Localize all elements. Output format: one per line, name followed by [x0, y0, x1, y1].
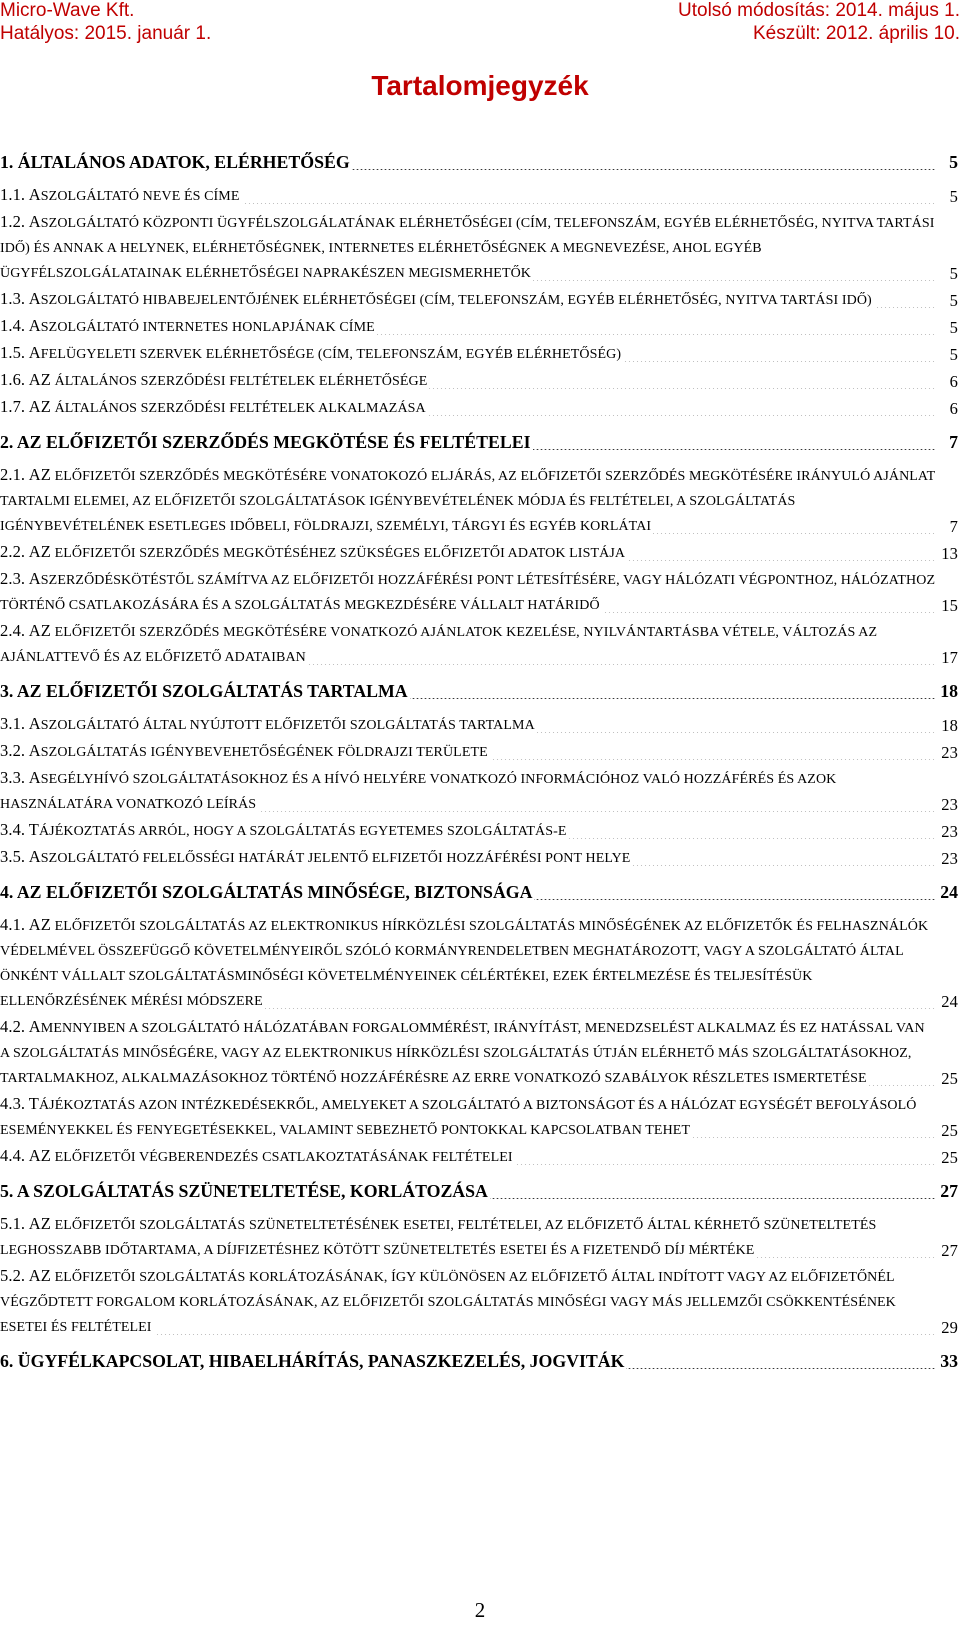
toc-entry-number: 1.2.	[0, 212, 26, 231]
toc-section[interactable]	[0, 313, 958, 340]
toc-entry-initial: A	[28, 185, 41, 204]
toc-entry-number: 3.2.	[0, 741, 26, 760]
toc-entry-title: ÁJÉKOZTATÁS AZON INTÉZKEDÉSEKRŐL, AMELYEKET A SZOLGÁLTATÓ A BIZTONSÁGOT ÉS A HÁLÓZAT EGYSÉGÉT BEFOLYÁSOLÓ ESEMÉNYEKKEL ÉS FENYEGETÉSEKKEL, VALAMINT SEBEZHETŐ PONTOKKAL KAPCSOLATBAN TEHET	[0, 1098, 917, 1138]
toc-chapter[interactable]	[0, 679, 958, 703]
toc-chapter[interactable]	[0, 1349, 958, 1373]
toc-entry-number: 4.1.	[0, 915, 26, 934]
toc-entry-title: ELŐFIZETŐI SZOLGÁLTATÁS SZÜNETELTETÉSÉNEK ESETEI, FELTÉTELEI, AZ ELŐFIZETŐ ÁLTAL KÉRHETŐ SZÜNETELTETÉS LEGHOSSZABB IDŐTARTAMA, A DÍJFIZETÉSHEZ KÖTÖTT SZÜNETELTETÉS ESETEI ÉS A FIZETENDŐ DÍJ MÉRTÉKE	[0, 1218, 877, 1258]
toc-entry-number: 1.4.	[0, 316, 26, 335]
toc-page-number: 25	[939, 1066, 958, 1091]
toc-entry-initial: T	[28, 820, 39, 839]
toc-entry-title: ÁLTALÁNOS SZERZŐDÉSI FELTÉTELEK ELÉRHETŐSÉGE	[54, 374, 428, 389]
toc-entry-text	[0, 432, 533, 452]
toc-entry-title: ELŐFIZETŐI VÉGBERENDEZÉS CSATLAKOZTATÁSÁNAK FELTÉTELEI	[54, 1150, 513, 1165]
toc-entry-number: 1.6.	[0, 370, 26, 389]
toc-entry-number: 3.	[0, 681, 14, 701]
toc-entry-initial: T	[28, 1094, 39, 1113]
toc-section[interactable]	[0, 1263, 958, 1340]
toc-entry-number: 3.5.	[0, 847, 26, 866]
toc-page-number: 29	[939, 1315, 958, 1340]
toc-entry-text	[0, 714, 537, 733]
page-number: 2	[474, 1598, 486, 1622]
toc-entry-title: ELŐFIZETŐI SZOLGÁLTATÁS AZ ELEKTRONIKUS HÍRKÖZLÉSI SZOLGÁLTATÁS MINŐSÉGÉNEK AZ ELŐFIZETŐK ÉS FELHASZNÁLÓK VÉDELMÉVEL ÖSSZEFÜGGŐ KÖVETELMÉNYEIRŐL SZÓLÓ KORMÁNYRENDELETBEN MEGHATÁROZOTT, VAGY A SZOLGÁLTATÓ ÁLTAL ÖNKÉNT VÁLLALT SZOLGÁLTATÁSMINŐSÉGI KÖVETELMÉNYEINEK CÉLÉRTÉKEI, EZEK ÉRTELMEZÉSE ÉS TELJESÍTÉSÜK ELLENŐRZÉSÉNEK MÉRÉSI MÓDSZERE	[0, 919, 929, 1009]
toc-entry-text	[0, 542, 627, 561]
toc-entry-title: SZOLGÁLTATÓ INTERNETES HONLAPJÁNAK CÍME	[40, 320, 375, 335]
toc-entry-number: 3.3.	[0, 768, 26, 787]
toc-entry-number: 3.1.	[0, 714, 26, 733]
toc-entry-text	[0, 681, 410, 701]
toc-page-number: 5	[948, 315, 958, 340]
toc-entry-initial: AZ	[28, 397, 51, 416]
toc-section[interactable]	[0, 539, 958, 566]
toc-page-number: 15	[939, 593, 958, 618]
toc-entry-number: 2.	[0, 432, 14, 452]
last-modified: Utolsó módosítás: 2014. május 1.	[678, 0, 960, 21]
toc-entry-title: ÁJÉKOZTATÁS ARRÓL, HOGY A SZOLGÁLTATÁS EGYETEMES SZOLGÁLTATÁS-E	[38, 824, 567, 839]
toc-entry-initial: AZ	[28, 465, 51, 484]
toc-entry-number: 5.	[0, 1181, 14, 1201]
toc-entry-text	[0, 212, 935, 281]
toc-entry-text	[0, 820, 569, 839]
toc-entry-text	[0, 343, 623, 362]
created-date: Készült: 2012. április 10.	[752, 23, 960, 44]
toc-entry-title: SZOLGÁLTATÁS IGÉNYBEVEHETŐSÉGÉNEK FÖLDRAJZI TERÜLETE	[40, 745, 488, 760]
toc-page-number: 5	[948, 261, 958, 286]
toc-page-number: 25	[939, 1145, 958, 1170]
toc-entry-initial: A	[28, 343, 41, 362]
toc-entry-title: SZOLGÁLTATÓ KÖZPONTI ÜGYFÉLSZOLGÁLATÁNAK ELÉRHETŐSÉGEI (CÍM, TELEFONSZÁM, EGYÉB ELÉRHETŐSÉG, NYITVA TARTÁSI IDŐ) ÉS ANNAK A HELYNEK, ELÉRHETŐSÉGNEK, INTERNETES ELÉRHETŐSÉGNEK A MEGNEVEZÉSE, AHOL EGYÉB ÜGYFÉLSZOLGÁLATAINAK ELÉRHETŐSÉGEI NAPRAKÉSZEN MEGISMERHETŐK	[0, 216, 935, 281]
toc-page-number: 27	[940, 1181, 958, 1201]
toc-entry-initial: A	[28, 768, 41, 787]
toc-entry-text	[0, 915, 929, 1009]
toc-page-number: 7	[948, 514, 958, 539]
toc-entry-number: 5.1.	[0, 1214, 26, 1233]
toc-page-number: 25	[939, 1118, 958, 1143]
toc-chapter[interactable]	[0, 880, 958, 904]
toc-section[interactable]	[0, 367, 958, 394]
toc-entry-number: 5.2.	[0, 1266, 26, 1285]
toc-page-number: 23	[939, 846, 958, 871]
toc-page-number: 27	[939, 1238, 958, 1263]
toc-page-number: 23	[939, 792, 958, 817]
toc-entry-title: SZERZŐDÉSKÖTÉSTŐL SZÁMÍTVA AZ ELŐFIZETŐI HOZZÁFÉRÉSI PONT LÉTESÍTÉSÉRE, VAGY HÁLÓZATI VÉGPONTHOZ, HÁLÓZATHOZ TÖRTÉNŐ CSATLAKOZÁSÁRA ÉS A SZOLGÁLTATÁS MEGKEZDÉSÉRE VÁLLALT HATÁRIDŐ	[0, 573, 936, 613]
toc-page-number: 23	[939, 819, 958, 844]
toc-entry-initial: A	[28, 714, 41, 733]
toc-entry-text	[0, 1017, 925, 1086]
toc-entry-initial: AZ	[28, 915, 51, 934]
toc-entry-initial: A	[28, 847, 41, 866]
toc-entry-initial: A	[28, 289, 41, 308]
toc-entry-title: SZOLGÁLTATÓ NEVE ÉS CÍME	[40, 189, 240, 204]
toc-page-number: 5	[948, 184, 958, 209]
toc-entry-title: SZOLGÁLTATÓ FELELŐSSÉGI HATÁRÁT JELENTŐ ELFIZETŐI HOZZÁFÉRÉSI PONT HELYE	[40, 851, 631, 866]
page-title: Tartalomjegyzék	[371, 70, 589, 101]
toc-entry-title: A SZOLGÁLTATÁS SZÜNETELTETÉSE, KORLÁTOZÁSA	[16, 1181, 488, 1201]
table-of-contents	[0, 150, 958, 1381]
toc-entry-number: 4.	[0, 882, 14, 902]
toc-page-number: 18	[940, 681, 958, 701]
toc-page-number: 24	[939, 989, 958, 1014]
toc-entry-number: 2.1.	[0, 465, 26, 484]
toc-entry-title: ÁLTALÁNOS SZERZŐDÉSI FELTÉTELEK ALKALMAZÁSA	[54, 401, 426, 416]
toc-section[interactable]	[0, 1091, 958, 1143]
toc-entry-initial: A	[28, 316, 41, 335]
toc-section[interactable]	[0, 912, 958, 1014]
toc-entry-text	[0, 1181, 490, 1201]
toc-entry-title: FELÜGYELETI SZERVEK ELÉRHETŐSÉGE (CÍM, TELEFONSZÁM, EGYÉB ELÉRHETŐSÉG)	[40, 347, 622, 362]
toc-section[interactable]	[0, 340, 958, 367]
toc-page-number: 23	[939, 740, 958, 765]
toc-entry-initial: AZ	[28, 542, 51, 561]
toc-entry-number: 6.	[0, 1351, 14, 1371]
toc-entry-initial: AZ	[28, 1266, 51, 1285]
toc-page-number: 5	[948, 288, 958, 313]
toc-section[interactable]	[0, 711, 958, 738]
toc-section[interactable]	[0, 844, 958, 871]
toc-section[interactable]	[0, 209, 958, 286]
toc-section[interactable]	[0, 394, 958, 421]
toc-entry-number: 4.4.	[0, 1146, 26, 1165]
toc-entry-text	[0, 185, 242, 204]
toc-page-number: 18	[939, 713, 958, 738]
toc-entry-number: 2.3.	[0, 569, 26, 588]
toc-page-number: 17	[939, 645, 958, 670]
toc-entry-number: 4.2.	[0, 1017, 26, 1036]
toc-entry-text	[0, 465, 935, 534]
toc-page-number: 5	[948, 342, 958, 367]
toc-entry-number: 2.2.	[0, 542, 26, 561]
toc-entry-title: MENNYIBEN A SZOLGÁLTATÓ HÁLÓZATÁBAN FORGALOMMÉRÉST, IRÁNYÍTÁST, MENEDZSELÉST ALKALMAZ ÉS EZ HATÁSSAL VAN A SZOLGÁLTATÁS MINŐSÉGÉRE, VAGY AZ ELEKTRONIKUS HÍRKÖZLÉSI SZOLGÁLTATÁS ÚTJÁN ELÉRHETŐ MÁS SZOLGÁLTATÁSOKHOZ, TARTALMAKHOZ, ALKALMAZÁSOKHOZ TÖRTÉNŐ HOZZÁFÉRÉSRE AZ ERRE VONATKOZÓ SZABÁLYOK RÉSZLETES ISMERTETÉSE	[0, 1021, 925, 1086]
toc-page-number: 13	[939, 541, 958, 566]
toc-entry-title: ELŐFIZETŐI SZERZŐDÉS MEGKÖTÉSÉRE VONATKOZÓ AJÁNLATOK KEZELÉSE, NYILVÁNTARTÁSBA VÉTELE, VÁLTOZÁS AZ AJÁNLATTEVŐ ÉS AZ ELŐFIZETŐ ADATAIBAN	[0, 625, 878, 665]
company-name: Micro-Wave Kft.	[0, 0, 135, 21]
toc-entry-text	[0, 152, 352, 172]
toc-page-number: 6	[948, 369, 958, 394]
toc-page-number: 24	[940, 882, 958, 902]
toc-entry-number: 4.3.	[0, 1094, 26, 1113]
toc-entry-title: AZ ELŐFIZETŐI SZOLGÁLTATÁS TARTALMA	[16, 681, 408, 701]
toc-entry-initial: A	[28, 741, 41, 760]
toc-page-number: 5	[949, 152, 958, 172]
toc-entry-number: 1.	[0, 152, 14, 172]
toc-section[interactable]	[0, 566, 958, 618]
toc-entry-initial: AZ	[28, 370, 51, 389]
toc-section[interactable]	[0, 618, 958, 670]
toc-section[interactable]	[0, 182, 958, 209]
toc-section[interactable]	[0, 286, 958, 313]
toc-section[interactable]	[0, 1143, 958, 1170]
toc-entry-initial: A	[28, 212, 41, 231]
toc-entry-text	[0, 1351, 626, 1371]
toc-entry-title: ÜGYFÉLKAPCSOLAT, HIBAELHÁRÍTÁS, PANASZKEZELÉS, JOGVITÁK	[17, 1351, 625, 1371]
toc-entry-text	[0, 370, 429, 389]
toc-entry-number: 1.1.	[0, 185, 26, 204]
toc-entry-text	[0, 741, 490, 760]
toc-entry-initial: AZ	[28, 1214, 51, 1233]
toc-chapter[interactable]	[0, 150, 958, 174]
toc-entry-initial: A	[28, 569, 41, 588]
toc-entry-initial: AZ	[28, 1146, 51, 1165]
toc-entry-title: ELŐFIZETŐI SZERZŐDÉS MEGKÖTÉSÉRE VONATOKOZÓ ELJÁRÁS, AZ ELŐFIZETŐI SZERZŐDÉS MEGKÖTÉSÉRE IRÁNYULÓ AJÁNLAT TARTALMI ELEMEI, AZ ELŐFIZETŐI SZOLGÁLTATÁSOK IGÉNYBEVÉTELÉNEK MÓDJA ÉS FELTÉTELEI, A SZOLGÁLTATÁS IGÉNYBEVÉTELÉNEK ESETLEGES IDŐBELI, FÖLDRAJZI, SZEMÉLYI, TÁRGYI ÉS EGYÉB KORLÁTAI	[0, 469, 935, 534]
toc-page-number: 6	[948, 396, 958, 421]
toc-entry-text	[0, 847, 632, 866]
toc-entry-text	[0, 316, 377, 335]
toc-entry-title: ELŐFIZETŐI SZOLGÁLTATÁS KORLÁTOZÁSÁNAK, ÍGY KÜLÖNÖSEN AZ ELŐFIZETŐ ÁLTAL INDÍTOTT VAGY AZ ELŐFIZETŐNÉL VÉGZŐDTETT FORGALOM KORLÁTOZÁSÁNAK, AZ ELŐFIZETŐI SZOLGÁLTATÁS MINŐSÉGI VAGY MÁS JELLEMZŐI CSÖKKENTÉSÉNEK ESETEI ÉS FELTÉTELEI	[0, 1270, 896, 1335]
toc-section[interactable]	[0, 462, 958, 539]
effective-date: Hatályos: 2015. január 1.	[0, 23, 212, 44]
toc-entry-title: SZOLGÁLTATÓ HIBABEJELENTŐJÉNEK ELÉRHETŐSÉGEI (CÍM, TELEFONSZÁM, EGYÉB ELÉRHETŐSÉG, NYITVA TARTÁSI IDŐ)	[40, 293, 872, 308]
toc-entry-number: 1.5.	[0, 343, 26, 362]
toc-page-number: 33	[940, 1351, 958, 1371]
toc-entry-text	[0, 1266, 896, 1335]
toc-chapter[interactable]	[0, 1179, 958, 1203]
toc-entry-text	[0, 397, 428, 416]
toc-entry-title: SEGÉLYHÍVÓ SZOLGÁLTATÁSOKHOZ ÉS A HÍVÓ HELYÉRE VONATKOZÓ INFORMÁCIÓHOZ VALÓ HOZZÁFÉRÉS ÉS AZOK HASZNÁLATÁRA VONATKOZÓ LEÍRÁS	[0, 772, 837, 812]
toc-entry-title: ELŐFIZETŐI SZERZŐDÉS MEGKÖTÉSÉHEZ SZÜKSÉGES ELŐFIZETŐI ADATOK LISTÁJA	[54, 546, 626, 561]
toc-entry-number: 1.3.	[0, 289, 26, 308]
toc-entry-title: AZ ELŐFIZETŐI SZERZŐDÉS MEGKÖTÉSE ÉS FELTÉTELEI	[16, 432, 531, 452]
toc-chapter[interactable]	[0, 430, 958, 454]
toc-entry-number: 1.7.	[0, 397, 26, 416]
toc-entry-text	[0, 1146, 515, 1165]
toc-section[interactable]	[0, 738, 958, 765]
toc-section[interactable]	[0, 1014, 958, 1091]
toc-entry-title: AZ ELŐFIZETŐI SZOLGÁLTATÁS MINŐSÉGE, BIZTONSÁGA	[16, 882, 533, 902]
toc-entry-title: SZOLGÁLTATÓ ÁLTAL NYÚJTOTT ELŐFIZETŐI SZOLGÁLTATÁS TARTALMA	[40, 718, 535, 733]
toc-entry-text	[0, 289, 874, 308]
toc-section[interactable]	[0, 765, 958, 817]
toc-entry-initial: AZ	[28, 621, 51, 640]
toc-entry-number: 2.4.	[0, 621, 26, 640]
toc-section[interactable]	[0, 817, 958, 844]
toc-entry-initial: A	[28, 1017, 41, 1036]
toc-entry-text	[0, 1214, 877, 1258]
toc-page-number: 7	[949, 432, 958, 452]
toc-entry-title: ÁLTALÁNOS ADATOK, ELÉRHETŐSÉG	[17, 152, 350, 172]
toc-entry-number: 3.4.	[0, 820, 26, 839]
toc-entry-text	[0, 882, 534, 902]
toc-section[interactable]	[0, 1211, 958, 1263]
